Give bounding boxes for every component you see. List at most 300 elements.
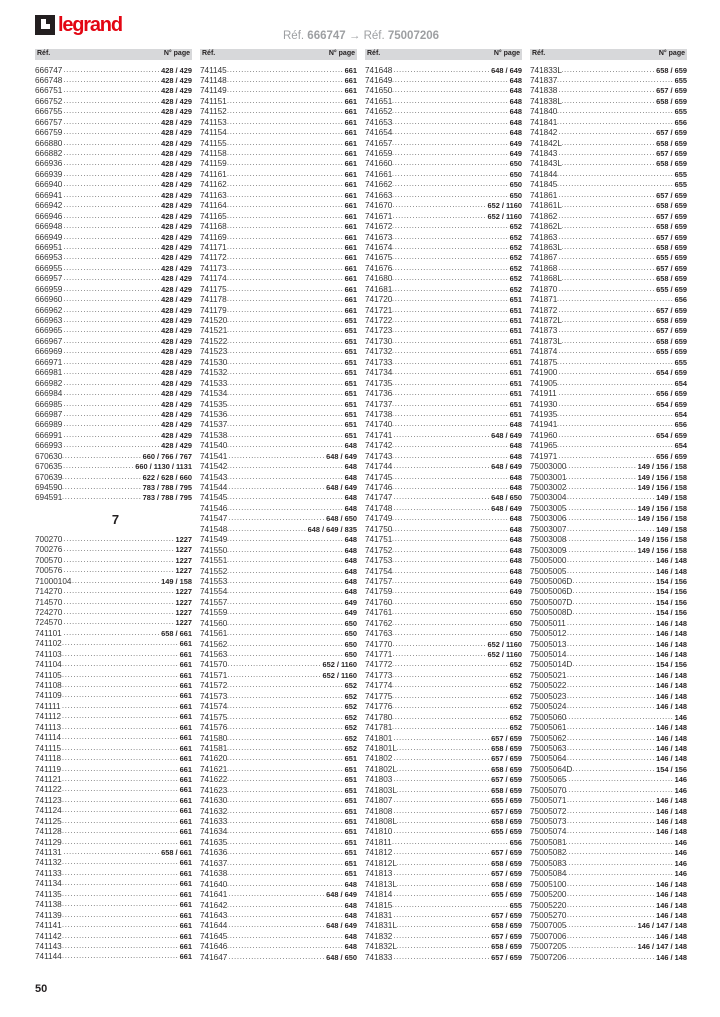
index-row xyxy=(365,660,522,670)
page-reference: 146 / 148 xyxy=(656,952,687,962)
page-reference: 783 / 788 / 795 xyxy=(142,493,192,503)
ref-number: 741549 xyxy=(200,535,228,545)
dot-leader xyxy=(392,483,508,493)
page-reference: 661 xyxy=(344,201,357,211)
ref-number: 741141 xyxy=(35,921,62,931)
index-row xyxy=(200,243,357,253)
dot-leader xyxy=(62,285,160,295)
index-row xyxy=(365,514,522,524)
index-row xyxy=(530,326,687,336)
index-row xyxy=(200,660,357,670)
page-reference: 652 xyxy=(509,670,522,680)
dot-leader xyxy=(557,128,655,138)
page-header-range xyxy=(283,30,439,42)
dot-leader xyxy=(227,692,343,702)
index-row xyxy=(200,608,357,618)
index-row xyxy=(365,848,522,858)
ref-number: 741109 xyxy=(35,691,62,701)
page-reference: 657 / 659 xyxy=(656,263,687,273)
ref-number: 741169 xyxy=(200,232,227,242)
dot-leader xyxy=(566,901,655,911)
dot-leader xyxy=(392,337,508,347)
dot-leader xyxy=(392,441,508,451)
page-reference: 652 xyxy=(509,274,522,284)
ref-number: 741620 xyxy=(200,754,228,764)
page-reference: 648 / 649 xyxy=(491,65,522,75)
ref-number: 75005007D xyxy=(530,597,573,607)
ref-number: 741575 xyxy=(200,712,228,722)
ref-number: 741874 xyxy=(530,347,558,357)
ref-number: 741103 xyxy=(35,649,62,659)
page-reference: 648 xyxy=(509,117,522,127)
index-row xyxy=(365,410,522,420)
page-reference: 651 xyxy=(344,409,357,419)
index-row xyxy=(530,807,687,817)
ref-number: 741533 xyxy=(200,378,228,388)
ref-number: 741734 xyxy=(365,368,393,378)
page-reference: 648 xyxy=(344,493,357,503)
ref-number: 741151 xyxy=(200,96,227,106)
ref-number: 741553 xyxy=(200,576,228,586)
dot-leader xyxy=(227,942,343,952)
page-reference: 661 xyxy=(344,211,357,221)
index-row xyxy=(200,723,357,733)
page-reference: 651 xyxy=(344,775,357,785)
index-row xyxy=(530,274,687,284)
dot-leader xyxy=(392,754,490,764)
dot-leader xyxy=(566,567,655,577)
index-row xyxy=(35,420,192,430)
page-reference: 661 xyxy=(179,879,192,889)
ref-number: 741746 xyxy=(365,483,393,492)
page-reference: 658 / 659 xyxy=(491,858,522,868)
dot-leader xyxy=(392,452,508,462)
dot-leader xyxy=(227,880,343,890)
ref-number: 741574 xyxy=(200,702,228,712)
page-reference: 658 / 659 xyxy=(656,65,687,75)
ref-number: 741862L xyxy=(530,222,562,232)
index-row xyxy=(530,577,687,587)
ref-number: 741108 xyxy=(35,681,62,690)
dot-leader xyxy=(227,66,344,76)
index-row xyxy=(365,316,522,326)
ref-number: 666993 xyxy=(35,441,63,451)
dot-leader xyxy=(392,274,508,284)
column-header-ref: Réf. xyxy=(367,50,381,57)
ref-number: 741623 xyxy=(200,785,228,795)
ref-number: 741540 xyxy=(200,441,228,451)
ref-number: 741812 xyxy=(365,848,393,858)
ref-number: 666882 xyxy=(35,149,63,158)
dot-leader xyxy=(62,441,160,451)
page-reference: 651 xyxy=(344,848,357,858)
page-reference: 428 / 429 xyxy=(161,190,192,200)
page-reference: 146 / 148 xyxy=(656,817,687,826)
dot-leader xyxy=(62,827,179,837)
ref-number: 741154 xyxy=(200,128,227,138)
index-row xyxy=(35,545,192,555)
ref-number: 741722 xyxy=(365,316,393,325)
dot-leader xyxy=(62,222,160,232)
index-row xyxy=(530,86,687,96)
ref-number: 741721 xyxy=(365,305,393,315)
dot-leader xyxy=(62,337,160,347)
dot-leader xyxy=(62,608,174,618)
dot-leader xyxy=(62,618,174,628)
index-row xyxy=(200,420,357,430)
ref-number: 741657 xyxy=(365,138,393,148)
page-reference: 651 xyxy=(344,430,357,440)
dot-leader xyxy=(392,149,508,159)
index-row xyxy=(200,629,357,639)
dot-leader xyxy=(62,170,160,180)
dot-leader xyxy=(392,775,490,785)
ref-number: 666982 xyxy=(35,378,63,388)
page-reference: 661 xyxy=(344,96,357,106)
page-reference: 657 / 659 xyxy=(491,754,522,764)
dot-leader xyxy=(566,483,636,493)
dot-leader xyxy=(392,368,508,378)
ref-number: 741840 xyxy=(530,107,558,117)
index-row xyxy=(35,274,192,284)
ref-number: 75005082 xyxy=(530,848,567,858)
ref-number: 741125 xyxy=(35,816,62,826)
ref-number: 741741 xyxy=(365,430,393,440)
index-row xyxy=(35,389,192,399)
dot-leader xyxy=(392,358,508,368)
page-reference: 657 / 659 xyxy=(491,910,522,920)
page-reference: 652 xyxy=(509,284,522,294)
page-reference: 657 / 659 xyxy=(491,806,522,816)
index-row xyxy=(365,400,522,410)
index-row xyxy=(200,754,357,764)
ref-number: 75005062 xyxy=(530,733,567,743)
ref-number: 666984 xyxy=(35,389,63,399)
index-row xyxy=(35,222,192,232)
ref-number: 741660 xyxy=(365,159,393,169)
page-reference: 1227 xyxy=(175,555,192,565)
page-reference: 648 xyxy=(344,462,357,472)
index-row xyxy=(35,598,192,608)
dot-leader xyxy=(392,953,490,963)
page-reference: 661 xyxy=(179,670,192,680)
dot-leader xyxy=(557,170,673,180)
dot-leader xyxy=(227,76,344,86)
page-reference: 657 / 659 xyxy=(656,211,687,221)
index-row xyxy=(530,535,687,545)
ref-number: 741537 xyxy=(200,420,228,430)
page-reference: 622 / 628 / 660 xyxy=(142,472,192,482)
page-reference: 651 xyxy=(344,399,357,409)
dot-leader xyxy=(392,473,508,483)
index-row xyxy=(200,233,357,243)
dot-leader xyxy=(62,233,160,243)
index-row xyxy=(200,734,357,744)
dot-leader xyxy=(557,441,673,451)
dot-leader xyxy=(62,243,160,253)
index-row xyxy=(530,462,687,472)
ref-number: 741844 xyxy=(530,169,558,179)
index-row xyxy=(530,180,687,190)
dot-leader xyxy=(566,869,673,879)
index-row xyxy=(200,128,357,138)
index-row xyxy=(530,734,687,744)
index-row xyxy=(200,671,357,681)
ref-number: 741174 xyxy=(200,274,227,284)
page-reference: 660 / 766 / 767 xyxy=(142,451,192,461)
dot-leader xyxy=(227,441,343,451)
index-row xyxy=(35,316,192,326)
dot-leader xyxy=(62,191,160,201)
index-row xyxy=(200,253,357,263)
index-row xyxy=(35,932,192,942)
dot-leader xyxy=(61,765,179,775)
ref-number: 741536 xyxy=(200,409,228,419)
ref-number: 75005011 xyxy=(530,618,566,628)
dot-leader xyxy=(62,295,160,305)
ref-number: 741158 xyxy=(200,149,227,158)
page-reference: 655 xyxy=(509,900,522,910)
dot-leader xyxy=(227,326,343,336)
ref-number: 75005064 xyxy=(530,754,567,764)
index-row xyxy=(530,473,687,483)
ref-number: 741132 xyxy=(35,858,62,868)
page-reference: 146 / 148 xyxy=(656,806,687,816)
page-reference: 648 / 650 xyxy=(326,514,357,524)
ref-number: 741842 xyxy=(530,128,558,138)
index-row xyxy=(365,358,522,368)
ref-number: 741645 xyxy=(200,931,228,941)
index-row xyxy=(530,253,687,263)
dot-leader xyxy=(557,379,673,389)
ref-number: 741803L xyxy=(365,785,397,795)
page-reference: 146 / 148 xyxy=(656,827,687,837)
dot-leader xyxy=(62,493,141,503)
index-row xyxy=(365,681,522,691)
ref-number: 741633 xyxy=(200,817,228,826)
index-row xyxy=(200,264,357,274)
ref-number: 741815 xyxy=(365,900,393,910)
ref-number: 666971 xyxy=(35,357,63,367)
index-row xyxy=(200,368,357,378)
index-row xyxy=(35,775,192,785)
dot-leader xyxy=(227,201,344,211)
dot-leader xyxy=(557,420,673,430)
dot-leader xyxy=(566,921,636,931)
index-row xyxy=(35,347,192,357)
dot-leader xyxy=(62,785,179,795)
column-header xyxy=(530,49,687,60)
page-reference: 652 xyxy=(344,712,357,722)
page-reference: 650 xyxy=(344,639,357,649)
dot-leader xyxy=(562,337,655,347)
dot-leader xyxy=(392,869,490,879)
index-row xyxy=(35,577,192,587)
index-row xyxy=(365,159,522,169)
ref-number: 741637 xyxy=(200,858,228,868)
dot-leader xyxy=(227,107,344,117)
page-reference: 657 / 659 xyxy=(656,232,687,242)
dot-leader xyxy=(62,379,160,389)
dot-leader xyxy=(227,253,344,263)
index-row xyxy=(200,598,357,608)
ref-number: 75005071 xyxy=(530,796,567,806)
ref-number: 75005008D xyxy=(530,608,573,618)
dot-leader xyxy=(392,253,508,263)
index-row xyxy=(365,859,522,869)
dot-leader xyxy=(557,107,673,117)
index-row xyxy=(530,942,687,952)
page-reference: 661 xyxy=(179,931,192,941)
page-reference: 655 / 659 xyxy=(656,347,687,357)
ref-number: 666939 xyxy=(35,169,63,179)
page-reference: 651 xyxy=(509,378,522,388)
ref-number: 741572 xyxy=(200,681,228,691)
page-reference: 654 xyxy=(674,441,687,451)
ref-number: 741730 xyxy=(365,336,393,346)
page-reference: 652 / 1160 xyxy=(487,639,522,649)
ref-number: 741742 xyxy=(365,441,393,451)
dot-leader xyxy=(62,253,160,263)
ref-number: 741743 xyxy=(365,451,393,461)
index-row xyxy=(200,546,357,556)
page-reference: 661 xyxy=(179,691,192,701)
index-row xyxy=(530,525,687,535)
index-row xyxy=(530,848,687,858)
page-reference: 652 xyxy=(509,222,522,232)
index-row xyxy=(530,400,687,410)
dot-leader xyxy=(392,556,508,566)
page-reference: 661 xyxy=(344,149,357,158)
index-row xyxy=(35,149,192,159)
ref-number: 741173 xyxy=(200,263,227,273)
ref-number: 75005024 xyxy=(530,702,567,712)
index-row xyxy=(35,879,192,889)
ref-number: 741152 xyxy=(200,107,227,117)
ref-number: 75005012 xyxy=(530,629,567,639)
dot-leader xyxy=(227,807,343,817)
ref-number: 741868 xyxy=(530,263,558,273)
index-row xyxy=(200,702,357,712)
index-row xyxy=(365,233,522,243)
dot-leader xyxy=(566,671,655,681)
page-reference: 661 xyxy=(344,138,357,148)
ref-number: 741832L xyxy=(365,942,397,952)
dot-leader xyxy=(557,326,655,336)
index-row xyxy=(365,462,522,472)
dot-leader xyxy=(227,170,344,180)
page-reference: 149 / 158 xyxy=(161,576,192,586)
page-reference: 656 / 659 xyxy=(656,451,687,461)
dot-leader xyxy=(392,410,508,420)
dot-leader xyxy=(227,410,343,420)
dot-leader xyxy=(392,180,508,190)
ref-number: 741121 xyxy=(35,774,62,784)
page-reference: 658 / 659 xyxy=(656,242,687,252)
index-row xyxy=(35,295,192,305)
page-reference: 428 / 429 xyxy=(161,378,192,388)
ref-number: 741640 xyxy=(200,879,228,889)
ref-number: 741111 xyxy=(35,701,61,711)
page-reference: 428 / 429 xyxy=(161,326,192,336)
page-reference: 149 / 156 / 158 xyxy=(637,535,687,545)
index-row xyxy=(365,786,522,796)
dot-leader xyxy=(227,514,325,524)
page-reference: 146 / 148 xyxy=(656,618,687,628)
dot-leader xyxy=(227,159,344,169)
page-reference: 1227 xyxy=(175,597,192,607)
index-row xyxy=(365,890,522,900)
page-reference: 661 xyxy=(179,754,192,764)
dot-leader xyxy=(62,858,179,868)
ref-number: 741801 xyxy=(365,733,393,743)
ref-number: 75005081 xyxy=(530,837,567,847)
page-reference: 648 xyxy=(509,420,522,430)
dot-leader xyxy=(62,879,179,889)
dot-leader xyxy=(392,191,508,201)
page-reference: 146 / 148 xyxy=(656,650,687,659)
page-reference: 428 / 429 xyxy=(161,274,192,284)
page-reference: 661 xyxy=(179,806,192,816)
dot-leader xyxy=(71,577,160,587)
dot-leader xyxy=(557,233,655,243)
index-row xyxy=(200,452,357,462)
dot-leader xyxy=(392,431,490,441)
index-row xyxy=(530,420,687,430)
ref-number: 666981 xyxy=(35,368,63,378)
index-row xyxy=(200,222,357,232)
page-reference: 651 xyxy=(344,326,357,336)
index-row xyxy=(530,201,687,211)
ref-number: 741753 xyxy=(365,556,393,566)
ref-number: 670635 xyxy=(35,462,63,472)
page-reference: 146 xyxy=(674,858,687,868)
ref-number: 666941 xyxy=(35,190,63,200)
dot-leader xyxy=(227,713,343,723)
index-row xyxy=(200,462,357,472)
ref-number: 741131 xyxy=(35,848,62,857)
page-reference: 648 xyxy=(344,566,357,576)
dot-leader xyxy=(392,285,508,295)
dot-leader xyxy=(566,713,673,723)
ref-number: 741773 xyxy=(365,670,393,680)
ref-number: 741761 xyxy=(365,608,393,618)
page-reference: 146 / 148 xyxy=(656,702,687,712)
index-row xyxy=(200,650,357,660)
ref-number: 741636 xyxy=(200,848,228,858)
page-reference: 650 xyxy=(509,159,522,169)
ref-number: 741654 xyxy=(365,128,393,138)
index-row xyxy=(530,921,687,931)
ref-number: 741545 xyxy=(200,493,228,503)
ref-number: 741812L xyxy=(365,858,397,868)
ref-number: 75005072 xyxy=(530,806,567,816)
page-reference: 428 / 429 xyxy=(161,399,192,409)
index-row xyxy=(530,76,687,86)
page-reference: 657 / 659 xyxy=(491,869,522,879)
ref-number: 75007205 xyxy=(530,942,567,952)
dot-leader xyxy=(572,608,655,618)
ref-number: 741164 xyxy=(200,201,227,211)
dot-leader xyxy=(227,577,343,587)
page-reference: 146 / 148 xyxy=(656,910,687,920)
index-row xyxy=(35,337,192,347)
dot-leader xyxy=(62,671,179,681)
ref-number: 741105 xyxy=(35,670,62,680)
dot-leader xyxy=(557,264,655,274)
index-row xyxy=(200,587,357,597)
dot-leader xyxy=(227,483,325,493)
